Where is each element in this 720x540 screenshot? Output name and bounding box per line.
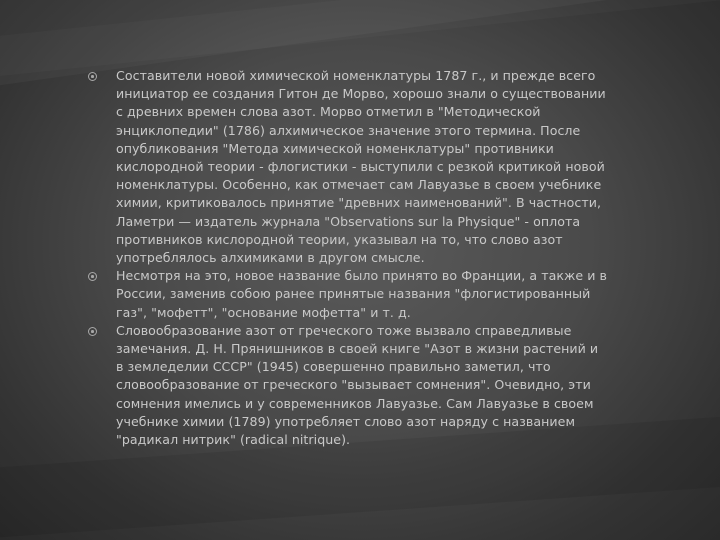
bullet-text: Составители новой химической номенклатуры 1787 г., и прежде всего инициатор ее создания Гитон де Морво, хорошо знали о существовании с древних времен слова азот. Морво отметил в "Методической энциклопедии" (1786) алхимическое значение этого термина. После опубликования "Метода химической номенклатуры" противники кислородной теории - флогистики - выступили с резкой критикой новой номенклатуры. Особенно, как отмечает сам Лавуазье в своем учебнике химии, критиковалось принятие "древних наименований". В частности, Ламетри — издатель журнала "Observations sur la Physique" - оплота противников кислородной теории, указывал на то, что слово азот употреблялось алхимиками в другом смысле.	[116, 68, 606, 266]
circled-dot-bullet-icon	[88, 327, 97, 336]
bullet-item	[88, 67, 608, 267]
slide-body	[88, 67, 608, 449]
circled-dot-bullet-icon	[88, 72, 97, 81]
bullet-text: Словообразование азот от греческого тоже вызвало справедливые замечания. Д. Н. Прянишников в своей книге "Азот в жизни растений и в земледелии СССР" (1945) совершенно правильно заметил, что словообразование от греческого "вызывает сомнения". Очевидно, эти сомнения имелись и у современников Лавуазье. Сам Лавуазье в своем учебнике химии (1789) употребляет слово азот наряду с названием "радикал нитрик" (radical nitrique).	[116, 322, 599, 448]
circled-dot-bullet-icon	[88, 272, 97, 281]
bullet-item	[88, 267, 608, 322]
bullet-text: Несмотря на это, новое название было принято во Франции, а также и в России, заменив собою ранее принятые названия "флогистированный газ", "мофетт", "основание мофетта" и т. д.	[116, 268, 608, 320]
bullet-item	[88, 322, 608, 449]
